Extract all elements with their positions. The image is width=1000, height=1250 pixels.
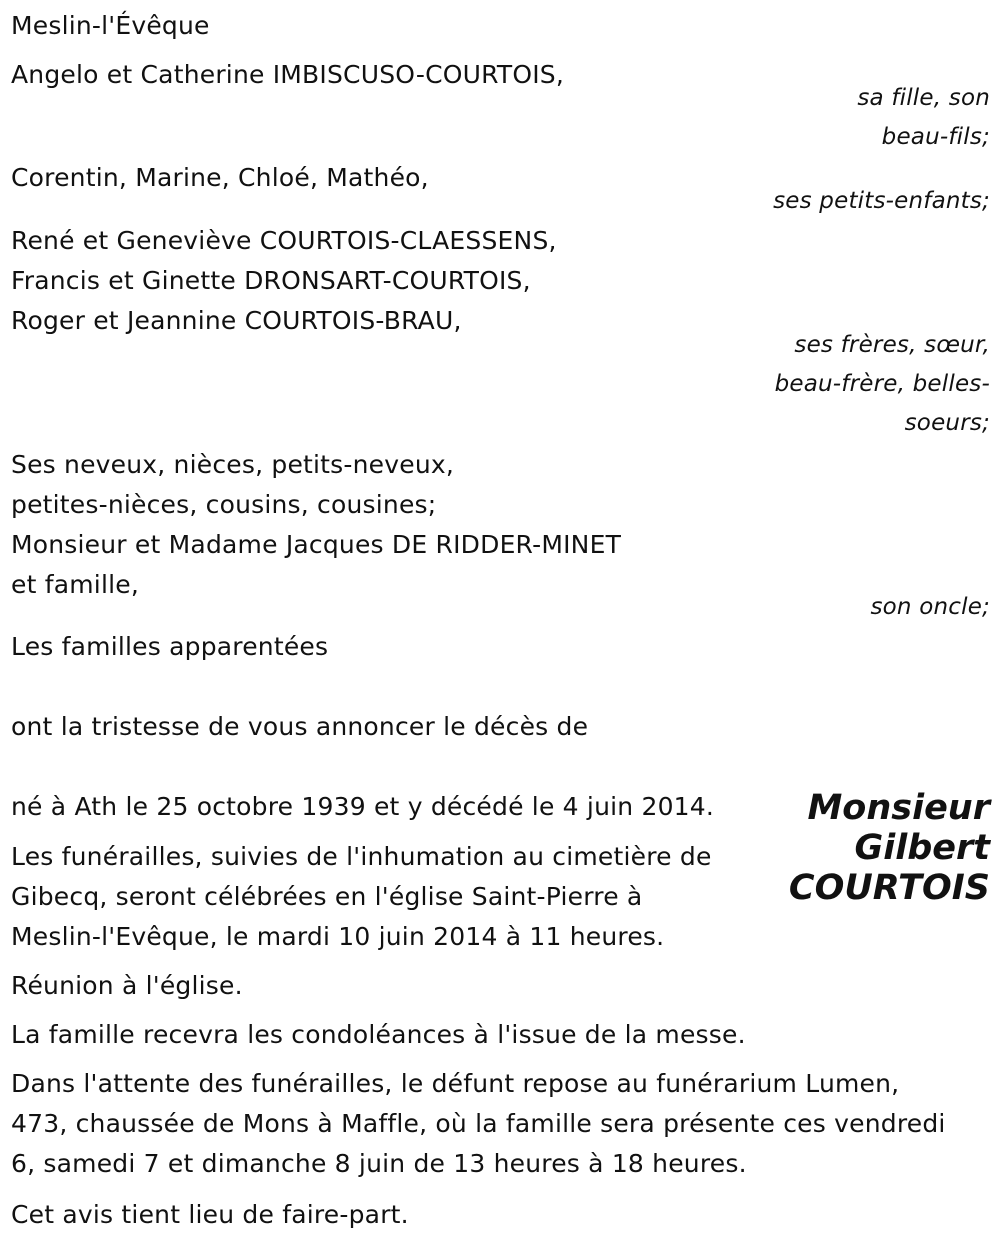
family-names-4-line-3: Monsieur et Madame Jacques DE RIDDER-MINET [11, 530, 622, 559]
announcement: ont la tristesse de vous annoncer le décès de [11, 712, 589, 741]
relation-1 [857, 79, 990, 157]
funeral-line-2: Gibecq, seront célébrées en l'église Saint-Pierre à [11, 882, 643, 911]
birth-death-line: né à Ath le 25 octobre 1939 et y décédé le 4 juin 2014. [11, 792, 715, 821]
place-heading: Meslin-l'Évêque [11, 11, 210, 40]
relation-2-line-1: ses petits-enfants; [773, 188, 990, 214]
family-names-3 [11, 221, 557, 341]
family-names-3-line-2: Francis et Ginette DRONSART-COURTOIS, [11, 266, 531, 295]
closing-line: Cet avis tient lieu de faire-part. [11, 1200, 409, 1229]
family-names-4-line-4: et famille, [11, 570, 139, 599]
family-names-5: Les familles apparentées [11, 632, 329, 661]
relation-3-line-3: soeurs; [904, 410, 990, 436]
family-names-4-line-1: Ses neveux, nièces, petits-neveux, [11, 450, 455, 479]
relation-4 [870, 588, 990, 627]
rest-paragraph [11, 1064, 946, 1184]
relation-1-line-1: sa fille, son [857, 85, 990, 111]
deceased-name [789, 788, 990, 908]
deceased-title: Monsieur [807, 788, 990, 828]
funeral-line-1: Les funérailles, suivies de l'inhumation au cimetière de [11, 842, 712, 871]
funeral-line-3: Meslin-l'Evêque, le mardi 10 juin 2014 à 11 heures. [11, 922, 665, 951]
condolences-line: La famille recevra les condoléances à l'issue de la messe. [11, 1020, 746, 1049]
relation-3-line-1: ses frères, sœur, [794, 332, 990, 358]
family-names-4 [11, 445, 621, 605]
family-names-3-line-1: René et Geneviève COURTOIS-CLAESSENS, [11, 226, 557, 255]
relation-2 [773, 182, 990, 221]
rest-line-1: Dans l'attente des funérailles, le défunt repose au funérarium Lumen, [11, 1069, 900, 1098]
family-names-3-line-3: Roger et Jeannine COURTOIS-BRAU, [11, 306, 462, 335]
family-names-4-line-2: petites-nièces, cousins, cousines; [11, 490, 437, 519]
relation-3 [775, 326, 990, 443]
relation-1-line-2: beau-fils; [881, 124, 990, 150]
deceased-last-name: COURTOIS [788, 868, 990, 908]
rest-line-3: 6, samedi 7 et dimanche 8 juin de 13 heures à 18 heures. [11, 1149, 747, 1178]
family-names-2: Corentin, Marine, Chloé, Mathéo, [11, 163, 429, 192]
meeting-line: Réunion à l'église. [11, 971, 243, 1000]
rest-line-2: 473, chaussée de Mons à Maffle, où la famille sera présente ces vendredi [11, 1109, 946, 1138]
family-names-1: Angelo et Catherine IMBISCUSO-COURTOIS, [11, 60, 564, 89]
funeral-paragraph [11, 837, 712, 957]
deceased-first-name: Gilbert [854, 828, 990, 868]
relation-3-line-2: beau-frère, belles- [774, 371, 990, 397]
relation-4-line-1: son oncle; [870, 594, 990, 620]
